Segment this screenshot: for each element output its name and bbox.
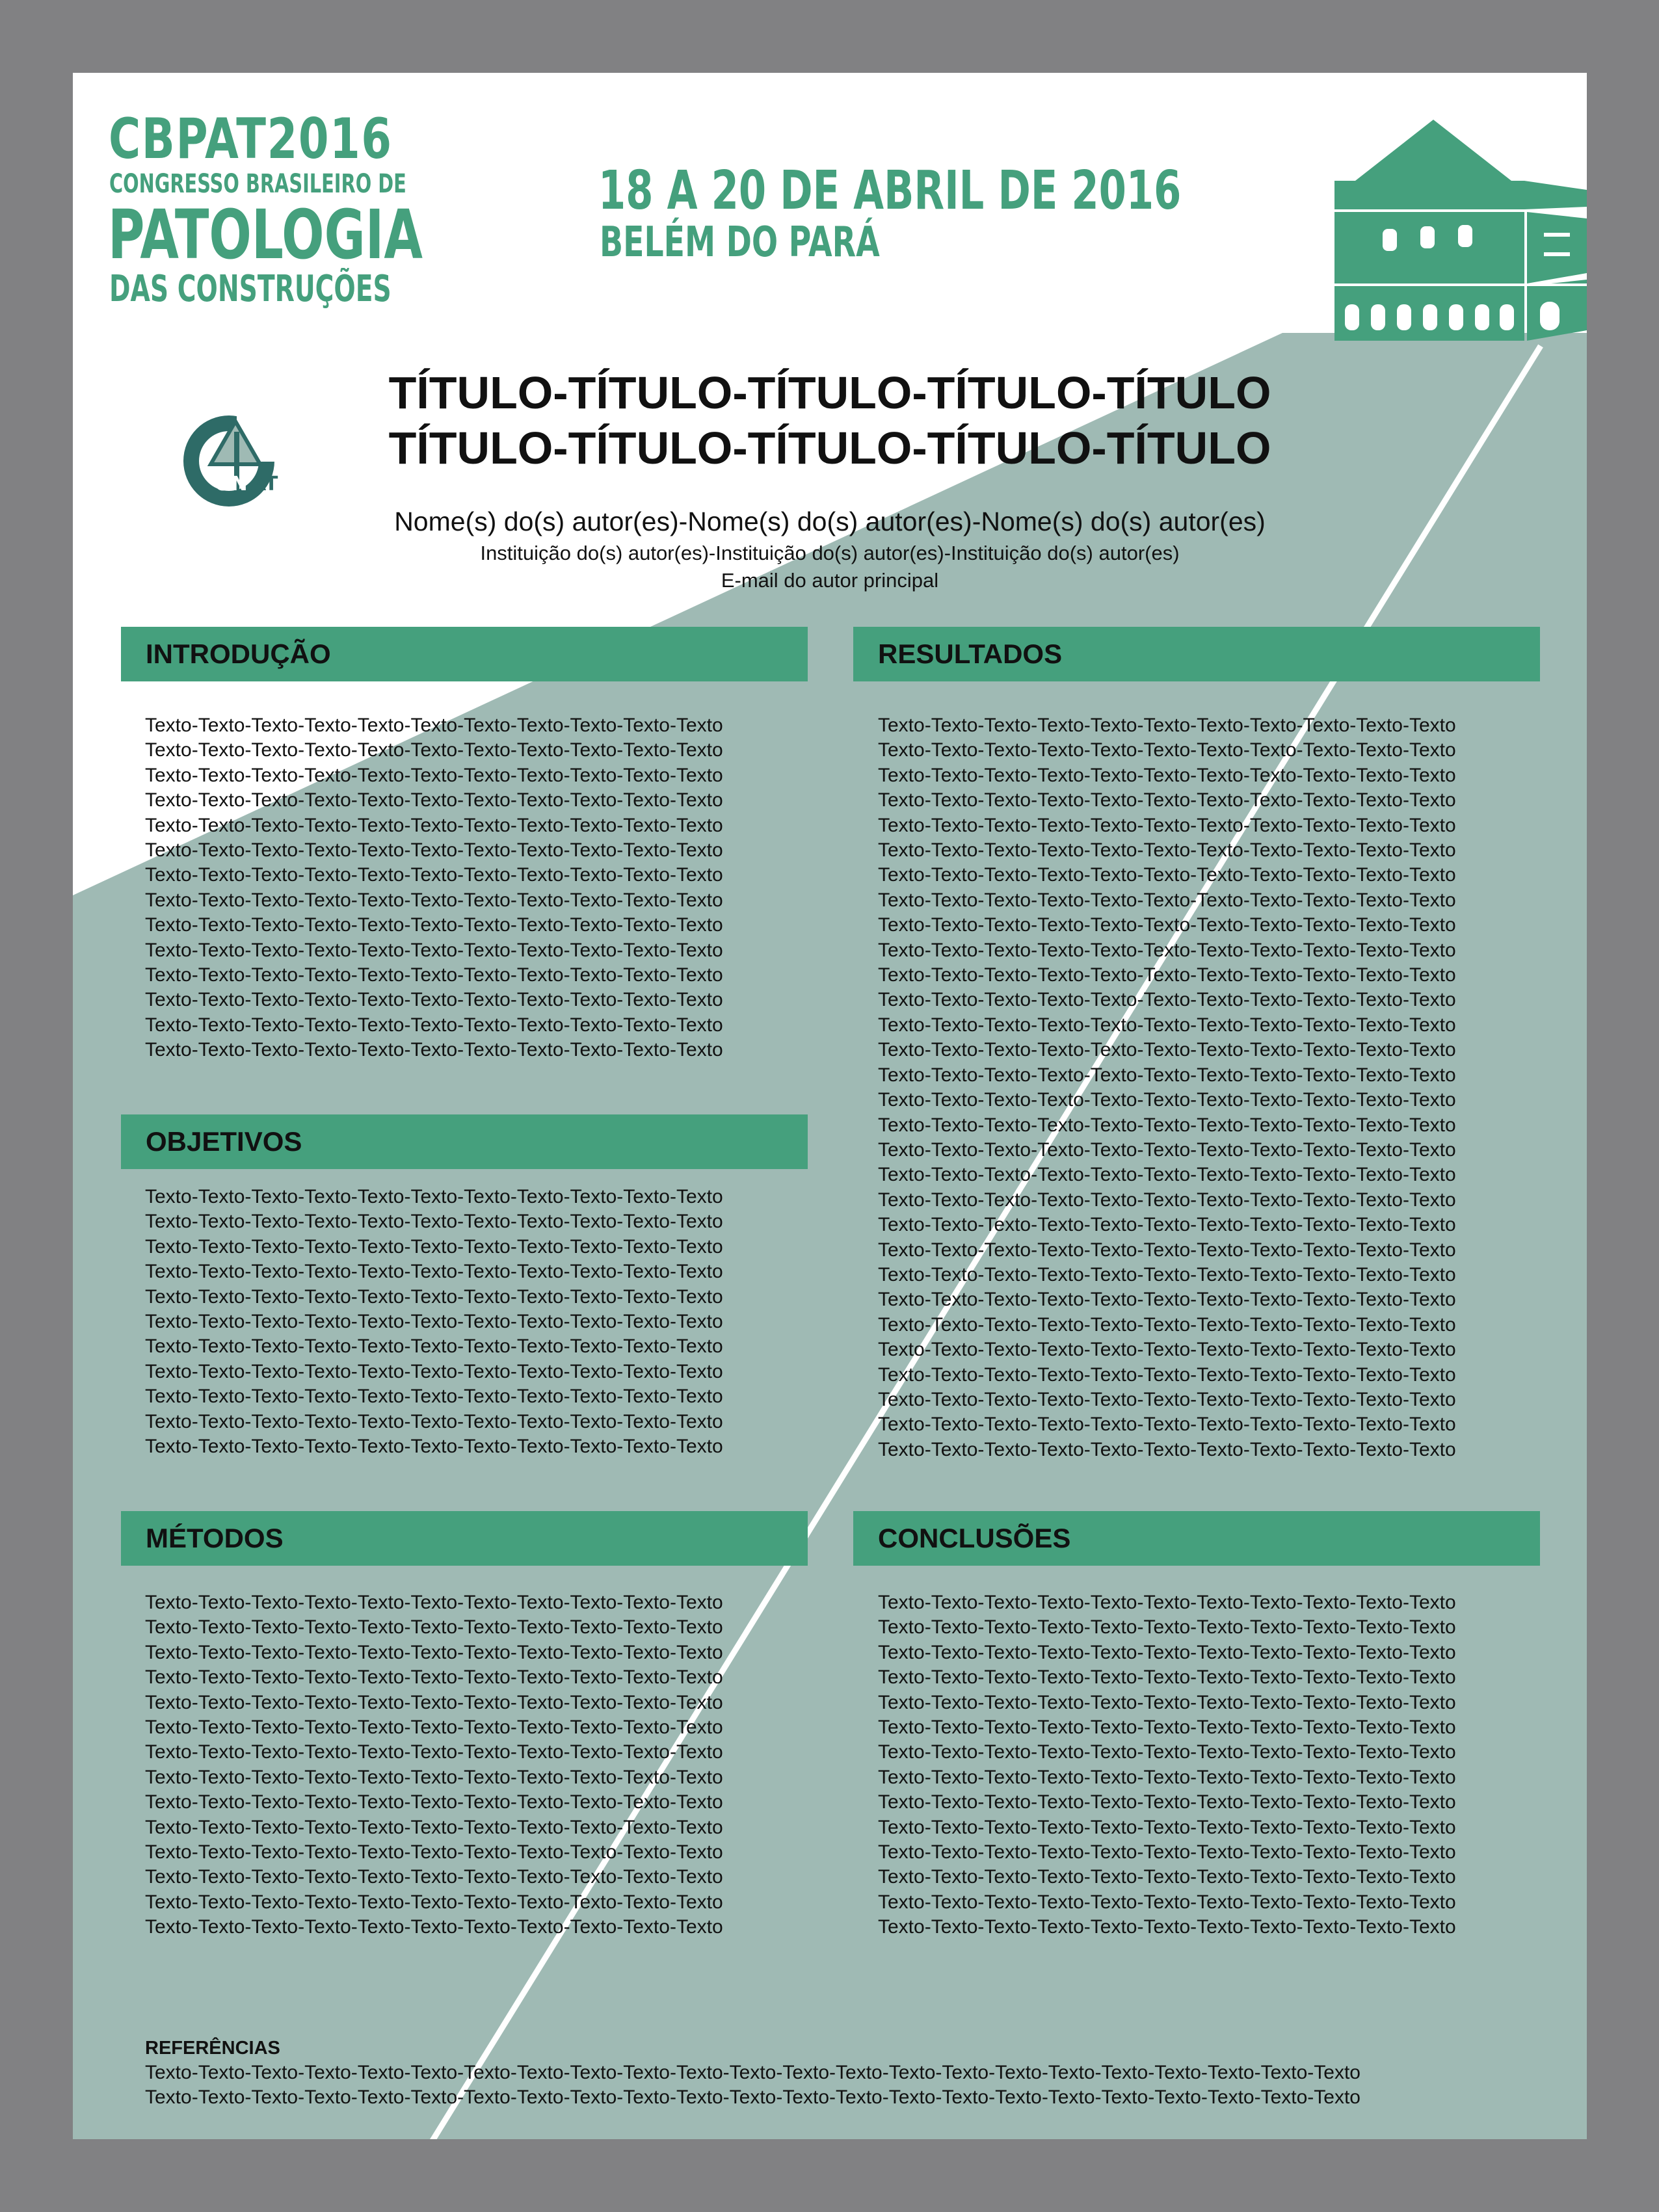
text-line: Texto-Texto-Texto-Texto-Texto-Texto-Texto-Texto-Texto-Texto-Texto-Texto-Texto-Texto-Texto-Texto-Texto-Texto-Texto-Texto-Texto-Texto-Texto [145,2087,1360,2109]
text-line: Texto-Texto-Texto-Texto-Texto-Texto-Texto-Texto-Texto-Texto-Texto [878,1339,1456,1361]
email-line: E-mail do autor principal [721,569,939,592]
text-line: Texto-Texto-Texto-Texto-Texto-Texto-Texto-Texto-Texto-Texto-Texto [145,764,723,786]
section-body-introducao [145,713,723,1063]
references-body [145,2061,1360,2111]
text-line: Texto-Texto-Texto-Texto-Texto-Texto-Texto-Texto-Texto-Texto-Texto [878,1214,1456,1236]
text-line: Texto-Texto-Texto-Texto-Texto-Texto-Texto-Texto-Texto-Texto-Texto [145,1791,723,1813]
text-line: Texto-Texto-Texto-Texto-Texto-Texto-Texto-Texto-Texto-Texto-Texto [878,964,1456,986]
section-header-resultados: RESULTADOS [853,627,1540,681]
section-body-conclusoes [878,1590,1456,1940]
text-line: Texto-Texto-Texto-Texto-Texto-Texto-Texto-Texto-Texto-Texto-Texto-Texto-Texto-Texto-Texto-Texto-Texto-Texto-Texto-Texto-Texto-Texto-Texto [145,2062,1360,2083]
text-line: Texto-Texto-Texto-Texto-Texto-Texto-Texto-Texto-Texto-Texto-Texto [878,839,1456,862]
text-line: Texto-Texto-Texto-Texto-Texto-Texto-Texto-Texto-Texto-Texto-Texto [145,1261,723,1283]
text-line: Texto-Texto-Texto-Texto-Texto-Texto-Texto-Texto-Texto-Texto-Texto [878,1164,1456,1186]
text-line: Texto-Texto-Texto-Texto-Texto-Texto-Texto-Texto-Texto-Texto-Texto [145,1235,723,1257]
text-line: Texto-Texto-Texto-Texto-Texto-Texto-Texto-Texto-Texto-Texto-Texto [878,1313,1456,1336]
logo-patologia: PATOLOGIA [108,195,423,274]
text-line: Texto-Texto-Texto-Texto-Texto-Texto-Texto-Texto-Texto-Texto-Texto [145,715,723,736]
text-line: Texto-Texto-Texto-Texto-Texto-Texto-Texto-Texto-Texto-Texto-Texto [878,814,1456,836]
text-line: Texto-Texto-Texto-Texto-Texto-Texto-Texto-Texto-Texto-Texto-Texto [145,1691,723,1713]
text-line: Texto-Texto-Texto-Texto-Texto-Texto-Texto-Texto-Texto-Texto-Texto [145,1866,723,1888]
text-line: Texto-Texto-Texto-Texto-Texto-Texto-Texto-Texto-Texto-Texto-Texto [145,1186,723,1207]
event-date: 18 A 20 DE ABRIL DE 2016 [598,160,1182,222]
section-body-metodos [145,1590,723,1940]
text-line: Texto-Texto-Texto-Texto-Texto-Texto-Texto-Texto-Texto-Texto-Texto [878,1891,1456,1913]
text-line: Texto-Texto-Texto-Texto-Texto-Texto-Texto-Texto-Texto-Texto-Texto [878,1263,1456,1285]
text-line: Texto-Texto-Texto-Texto-Texto-Texto-Texto-Texto-Texto-Texto-Texto [878,1139,1456,1161]
text-line: Texto-Texto-Texto-Texto-Texto-Texto-Texto-Texto-Texto-Texto-Texto [145,1039,723,1061]
text-line: Texto-Texto-Texto-Texto-Texto-Texto-Texto-Texto-Texto-Texto-Texto [145,1891,723,1913]
text-line: Texto-Texto-Texto-Texto-Texto-Texto-Texto-Texto-Texto-Texto-Texto [145,1211,723,1233]
text-line: Texto-Texto-Texto-Texto-Texto-Texto-Texto-Texto-Texto-Texto-Texto [145,939,723,961]
text-line: Texto-Texto-Texto-Texto-Texto-Texto-Texto-Texto-Texto-Texto-Texto [878,1616,1456,1639]
text-line: Texto-Texto-Texto-Texto-Texto-Texto-Texto-Texto-Texto-Texto-Texto [145,889,723,911]
section-body-objetivos [145,1185,723,1459]
text-line: Texto-Texto-Texto-Texto-Texto-Texto-Texto-Texto-Texto-Texto-Texto [878,1641,1456,1663]
section-header-objetivos: OBJETIVOS [121,1114,808,1169]
text-line: Texto-Texto-Texto-Texto-Texto-Texto-Texto-Texto-Texto-Texto-Texto [878,1363,1456,1386]
text-line: Texto-Texto-Texto-Texto-Texto-Texto-Texto-Texto-Texto-Texto-Texto [145,839,723,862]
text-line: Texto-Texto-Texto-Texto-Texto-Texto-Texto-Texto-Texto-Texto-Texto [145,1717,723,1739]
logo-congresso-brasileiro: CONGRESSO BRASILEIRO DE [109,169,406,199]
text-line: Texto-Texto-Texto-Texto-Texto-Texto-Texto-Texto-Texto-Texto-Texto [878,1666,1456,1689]
text-line: Texto-Texto-Texto-Texto-Texto-Texto-Texto-Texto-Texto-Texto-Texto [145,1916,723,1938]
text-line: Texto-Texto-Texto-Texto-Texto-Texto-Texto-Texto-Texto-Texto-Texto [145,914,723,936]
building-illustration-icon [1329,109,1587,343]
conpat-logo-letters-on: ON [215,473,248,495]
text-line: Texto-Texto-Texto-Texto-Texto-Texto-Texto-Texto-Texto-Texto-Texto [878,1916,1456,1938]
text-line: Texto-Texto-Texto-Texto-Texto-Texto-Texto-Texto-Texto-Texto-Texto [878,1289,1456,1311]
section-header-metodos: MÉTODOS [121,1511,808,1566]
institution-line: Instituição do(s) autor(es)-Instituição do(s) autor(es)-Instituição do(s) autor(es) [480,542,1180,564]
text-line: Texto-Texto-Texto-Texto-Texto-Texto-Texto-Texto-Texto-Texto-Texto [145,864,723,886]
section-header-conclusoes: CONCLUSÕES [853,1511,1540,1566]
text-line: Texto-Texto-Texto-Texto-Texto-Texto-Texto-Texto-Texto-Texto-Texto [145,1741,723,1763]
poster-title-line-2: TÍTULO-TÍTULO-TÍTULO-TÍTULO-TÍTULO [388,423,1271,473]
text-line: Texto-Texto-Texto-Texto-Texto-Texto-Texto-Texto-Texto-Texto-Texto [145,1311,723,1333]
authors-line: Nome(s) do(s) autor(es)-Nome(s) do(s) autor(es)-Nome(s) do(s) autor(es) [394,507,1266,536]
text-line: Texto-Texto-Texto-Texto-Texto-Texto-Texto-Texto-Texto-Texto-Texto [878,1691,1456,1713]
text-line: Texto-Texto-Texto-Texto-Texto-Texto-Texto-Texto-Texto-Texto-Texto [878,1189,1456,1211]
text-line: Texto-Texto-Texto-Texto-Texto-Texto-Texto-Texto-Texto-Texto-Texto [878,1717,1456,1739]
text-line: Texto-Texto-Texto-Texto-Texto-Texto-Texto-Texto-Texto-Texto-Texto [878,1414,1456,1436]
text-line: Texto-Texto-Texto-Texto-Texto-Texto-Texto-Texto-Texto-Texto-Texto [878,1766,1456,1788]
text-line: Texto-Texto-Texto-Texto-Texto-Texto-Texto-Texto-Texto-Texto-Texto [145,1841,723,1863]
text-line: Texto-Texto-Texto-Texto-Texto-Texto-Texto-Texto-Texto-Texto-Texto [878,1592,1456,1613]
text-line: Texto-Texto-Texto-Texto-Texto-Texto-Texto-Texto-Texto-Texto-Texto [145,1641,723,1663]
text-line: Texto-Texto-Texto-Texto-Texto-Texto-Texto-Texto-Texto-Texto-Texto [145,1592,723,1613]
poster [73,73,1587,2139]
text-line: Texto-Texto-Texto-Texto-Texto-Texto-Texto-Texto-Texto-Texto-Texto [145,1816,723,1838]
text-line: Texto-Texto-Texto-Texto-Texto-Texto-Texto-Texto-Texto-Texto-Texto [878,1741,1456,1763]
text-line: Texto-Texto-Texto-Texto-Texto-Texto-Texto-Texto-Texto-Texto-Texto [878,1064,1456,1086]
section-body-resultados [878,713,1456,1462]
text-line: Texto-Texto-Texto-Texto-Texto-Texto-Texto-Texto-Texto-Texto-Texto [145,1436,723,1458]
text-line: Texto-Texto-Texto-Texto-Texto-Texto-Texto-Texto-Texto-Texto-Texto [145,1616,723,1639]
text-line: Texto-Texto-Texto-Texto-Texto-Texto-Texto-Texto-Texto-Texto-Texto [878,939,1456,961]
text-line: Texto-Texto-Texto-Texto-Texto-Texto-Texto-Texto-Texto-Texto-Texto [145,1360,723,1382]
text-line: Texto-Texto-Texto-Texto-Texto-Texto-Texto-Texto-Texto-Texto-Texto [145,739,723,761]
conpat-logo-letters-at: AT [251,473,278,495]
text-line: Texto-Texto-Texto-Texto-Texto-Texto-Texto-Texto-Texto-Texto-Texto [145,964,723,986]
text-line: Texto-Texto-Texto-Texto-Texto-Texto-Texto-Texto-Texto-Texto-Texto [145,1285,723,1308]
text-line: Texto-Texto-Texto-Texto-Texto-Texto-Texto-Texto-Texto-Texto-Texto [878,1014,1456,1036]
text-line: Texto-Texto-Texto-Texto-Texto-Texto-Texto-Texto-Texto-Texto-Texto [145,1766,723,1788]
event-place: BELÉM DO PARÁ [600,218,880,267]
section-header-introducao: INTRODUÇÃO [121,627,808,681]
text-line: Texto-Texto-Texto-Texto-Texto-Texto-Texto-Texto-Texto-Texto-Texto [145,1336,723,1358]
text-line: Texto-Texto-Texto-Texto-Texto-Texto-Texto-Texto-Texto-Texto-Texto [145,1386,723,1408]
text-line: Texto-Texto-Texto-Texto-Texto-Texto-Texto-Texto-Texto-Texto-Texto [145,789,723,811]
text-line: Texto-Texto-Texto-Texto-Texto-Texto-Texto-Texto-Texto-Texto-Texto [145,1014,723,1036]
text-line: Texto-Texto-Texto-Texto-Texto-Texto-Texto-Texto-Texto-Texto-Texto [145,1410,723,1432]
text-line: Texto-Texto-Texto-Texto-Texto-Texto-Texto-Texto-Texto-Texto-Texto [145,814,723,836]
text-line: Texto-Texto-Texto-Texto-Texto-Texto-Texto-Texto-Texto-Texto-Texto [878,1114,1456,1136]
text-line: Texto-Texto-Texto-Texto-Texto-Texto-Texto-Texto-Texto-Texto-Texto [878,789,1456,811]
text-line: Texto-Texto-Texto-Texto-Texto-Texto-Texto-Texto-Texto-Texto-Texto [878,715,1456,736]
text-line: Texto-Texto-Texto-Texto-Texto-Texto-Texto-Texto-Texto-Texto-Texto [878,889,1456,911]
text-line: Texto-Texto-Texto-Texto-Texto-Texto-Texto-Texto-Texto-Texto-Texto [878,1239,1456,1261]
text-line: Texto-Texto-Texto-Texto-Texto-Texto-Texto-Texto-Texto-Texto-Texto [878,1791,1456,1813]
poster-title-line-1: TÍTULO-TÍTULO-TÍTULO-TÍTULO-TÍTULO [388,367,1271,418]
text-line: Texto-Texto-Texto-Texto-Texto-Texto-Texto-Texto-Texto-Texto-Texto [878,739,1456,761]
text-line: Texto-Texto-Texto-Texto-Texto-Texto-Texto-Texto-Texto-Texto-Texto [145,989,723,1011]
text-line: Texto-Texto-Texto-Texto-Texto-Texto-Texto-Texto-Texto-Texto-Texto [878,764,1456,786]
references-heading: REFERÊNCIAS [145,2038,280,2059]
text-line: Texto-Texto-Texto-Texto-Texto-Texto-Texto-Texto-Texto-Texto-Texto [878,989,1456,1011]
text-line: Texto-Texto-Texto-Texto-Texto-Texto-Texto-Texto-Texto-Texto-Texto [878,1039,1456,1061]
text-line: Texto-Texto-Texto-Texto-Texto-Texto-Texto-Texto-Texto-Texto-Texto [878,1841,1456,1863]
text-line: Texto-Texto-Texto-Texto-Texto-Texto-Texto-Texto-Texto-Texto-Texto [878,864,1456,886]
text-line: Texto-Texto-Texto-Texto-Texto-Texto-Texto-Texto-Texto-Texto-Texto [878,1388,1456,1410]
text-line: Texto-Texto-Texto-Texto-Texto-Texto-Texto-Texto-Texto-Texto-Texto [878,1866,1456,1888]
text-line: Texto-Texto-Texto-Texto-Texto-Texto-Texto-Texto-Texto-Texto-Texto [878,1816,1456,1838]
logo-das-construcoes: DAS CONSTRUÇÕES [109,268,392,310]
text-line: Texto-Texto-Texto-Texto-Texto-Texto-Texto-Texto-Texto-Texto-Texto [878,1438,1456,1460]
text-line: Texto-Texto-Texto-Texto-Texto-Texto-Texto-Texto-Texto-Texto-Texto [145,1666,723,1689]
logo-cbpat2016: CBPAT2016 [109,107,393,172]
text-line: Texto-Texto-Texto-Texto-Texto-Texto-Texto-Texto-Texto-Texto-Texto [878,1089,1456,1111]
text-line: Texto-Texto-Texto-Texto-Texto-Texto-Texto-Texto-Texto-Texto-Texto [878,914,1456,936]
